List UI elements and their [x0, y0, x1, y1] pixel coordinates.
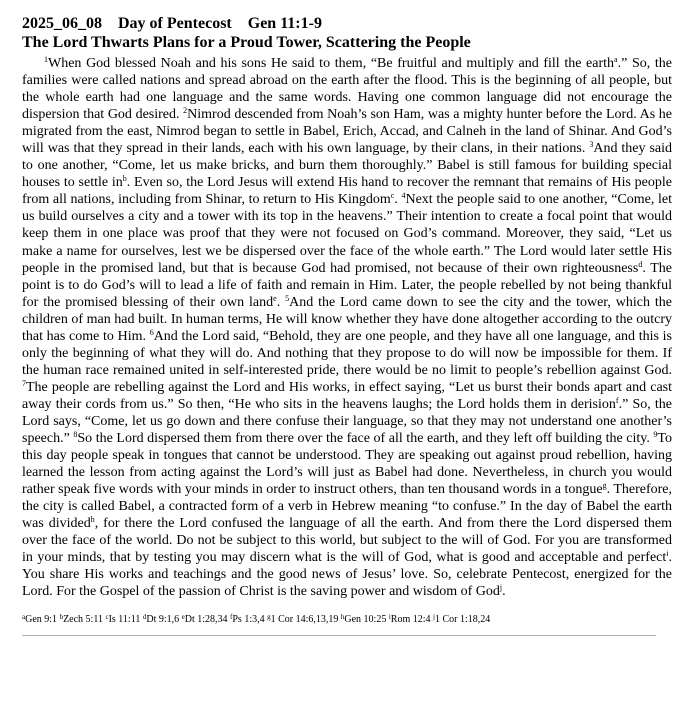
footnote-mark: g	[267, 612, 271, 621]
footnote-marker: e	[273, 293, 277, 303]
body-text-segment: When God blessed Noah and his sons He said to them, “Be fruitful and multiply and fill the earth	[48, 56, 615, 71]
body-text-segment: Next the people said to one another, “Come, let us build ourselves a city and a tower with its top in the heavens.” Their intention to create a focal point that would keep them in one place was proof that they were not focused on God’s command. Moreover, they said, “Let us make a name for ourselves, lest we be dispersed over the face of the whole earth.” The Lord would later settle His people in the promised land, but that is because God had promised, not because of their own righteousness	[22, 192, 673, 276]
footnote-marker: h	[90, 515, 95, 525]
footnote-reference: Gen 9:1	[25, 613, 58, 625]
footnote-mark: j	[433, 612, 435, 621]
footnote-reference: 1 Cor 14:6,13,19	[270, 613, 339, 625]
body-text-segment: And the Lord said, “Behold, they are one people, and they have all one language, and this is only the beginning of what they will do. And nothing that they propose to do will now be impossible for them. If the human race remained united in self-interested pride, there would be no limit to people’s rebellion against God.	[22, 328, 672, 378]
footnote-marker: j	[499, 583, 503, 593]
page-title: The Lord Thwarts Plans for a Proud Tower, Scattering the People	[22, 34, 471, 51]
footnote-reference: Dt 9:1,6	[146, 613, 180, 625]
body-text-segment: . The point is to do God’s will to lead a life of faith and remain in Him. Later, the people rebelled by not being thankful for the promised blessing of their own land	[22, 260, 672, 310]
footnote-reference: Gen 10:25	[344, 613, 387, 625]
footnote-mark: a	[22, 612, 26, 621]
footnote-marker: c	[390, 191, 395, 201]
footnote-marker: f	[615, 395, 619, 405]
footnote-marker: d	[638, 259, 643, 269]
footnote-mark: b	[59, 612, 64, 621]
verse-number: 6	[149, 327, 154, 337]
footnote-reference: Ps 1:3,4	[232, 613, 265, 625]
body-text-segment: And they said to one another, “Come, let us make bricks, and burn them thoroughly.” Babel is still famous for building special houses to settle in	[22, 141, 673, 191]
footnote-marker: a	[614, 55, 618, 64]
footnotes	[22, 614, 672, 626]
footnote-reference: Rom 12:4	[390, 613, 431, 625]
verse-number: 2	[183, 106, 188, 116]
body-text-segment: . Therefore, the city is called Babel, a contracted form of a verb in Hebrew meaning “to confuse.” In the day of Babel the earth was divided	[22, 482, 672, 532]
body-text-segment: . You share His works and teachings and the good news of Jesus’ love. So, celebrate Pentecost, energized for the Lord. For the Gospel of the passion of Christ is the saving power and wisdom of God	[22, 550, 672, 600]
footnote-reference: 1 Cor 1:18,24	[434, 613, 491, 625]
body-text-segment: .	[276, 294, 286, 310]
verse-number: 5	[285, 293, 290, 303]
body-text-segment: To this day people speak in tongues that cannot be understood. They are speaking out against proud rebellion, having learned the lesson from acting against the Lord’s will just as Babel had done. Nevertheless, in church you would rather speak five words with your minds in order to instruct others, than ten thousand words in a tongue	[22, 431, 672, 498]
header-line-date-occasion: 2025_06_08 Day of Pentecost Gen 11:1-9	[22, 15, 322, 32]
body-text-segment: , for there the Lord confused the language of all the earth. And from there the Lord dispersed them over the face of the world. Do not be subject to this world, but subject to the will of God. For you are transformed in your minds, that by testing you may discern what is the will of God, what is good and acceptable and perfect	[22, 516, 673, 566]
verse-number: 1	[44, 55, 48, 64]
body-text-segment: .	[502, 584, 506, 600]
body-text-segment: And the Lord came down to see the city and the tower, which the children of man had built. In human terms, He will know whether they have done altogether according to the outcry that has come to Him.	[22, 294, 673, 344]
body-text-segment: .	[394, 192, 402, 208]
body-text-segment: .” So, the families were called nations and spread abroad on the earth after the flood. This is the beginning of all people, but the whole earth had one language and the same words. Having one common language did not encourage the dispersion that God desired.	[22, 56, 672, 123]
body-text-segment: Nimrod descended from Noah’s son Ham, was a mighty hunter before the Lord. As he migrated from the east, Nimrod began to settle in Babel, Erich, Accad, and Calneh in the land of Shinar. And God’s will was that they spread in their lands, each with his own language, by their clans, in their nations.	[22, 107, 672, 157]
footnote-mark: h	[340, 612, 345, 621]
body-text-segment: .” So, the Lord says, “Come, let us go down and there confuse their language, so that they may not understand one another’s speech.”	[22, 396, 672, 447]
verse-number: 9	[653, 430, 658, 440]
footnote-reference: Dt 1:28,34	[184, 613, 228, 625]
footnote-reference: Zech 5:11	[63, 613, 103, 625]
footnote-mark: i	[388, 612, 391, 621]
footnote-divider	[22, 635, 656, 636]
footnote-mark: f	[230, 612, 233, 621]
body-paragraph	[22, 55, 672, 601]
body-text-segment: . Even so, the Lord Jesus will extend His hand to recover the remnant that remains of His people from all nations, including from Shinar, to return to His Kingdom	[22, 175, 672, 208]
footnote-marker: b	[122, 174, 127, 184]
body-text-segment: The people are rebelling against the Lord and His works, in effect saying, “Let us burst their bonds apart and cast away their cords from us.” So then, “He who sits in the heavens laughs; the Lord holds them in derision	[22, 379, 672, 412]
footnote-reference: Is 11:11	[108, 613, 141, 625]
document-page	[22, 14, 672, 636]
verse-number: 3	[589, 140, 594, 150]
verse-number: 7	[22, 378, 26, 388]
verse-number: 4	[401, 191, 406, 201]
footnote-marker: g	[602, 481, 607, 491]
footnote-mark: d	[142, 612, 147, 621]
body-text-segment: So the Lord dispersed them from there over the face of all the earth, and they left off building the city.	[77, 431, 654, 447]
footnote-mark: c	[105, 612, 109, 621]
verse-number: 8	[73, 430, 78, 440]
footnote-marker: i	[666, 549, 669, 559]
footnote-mark: e	[181, 612, 185, 621]
